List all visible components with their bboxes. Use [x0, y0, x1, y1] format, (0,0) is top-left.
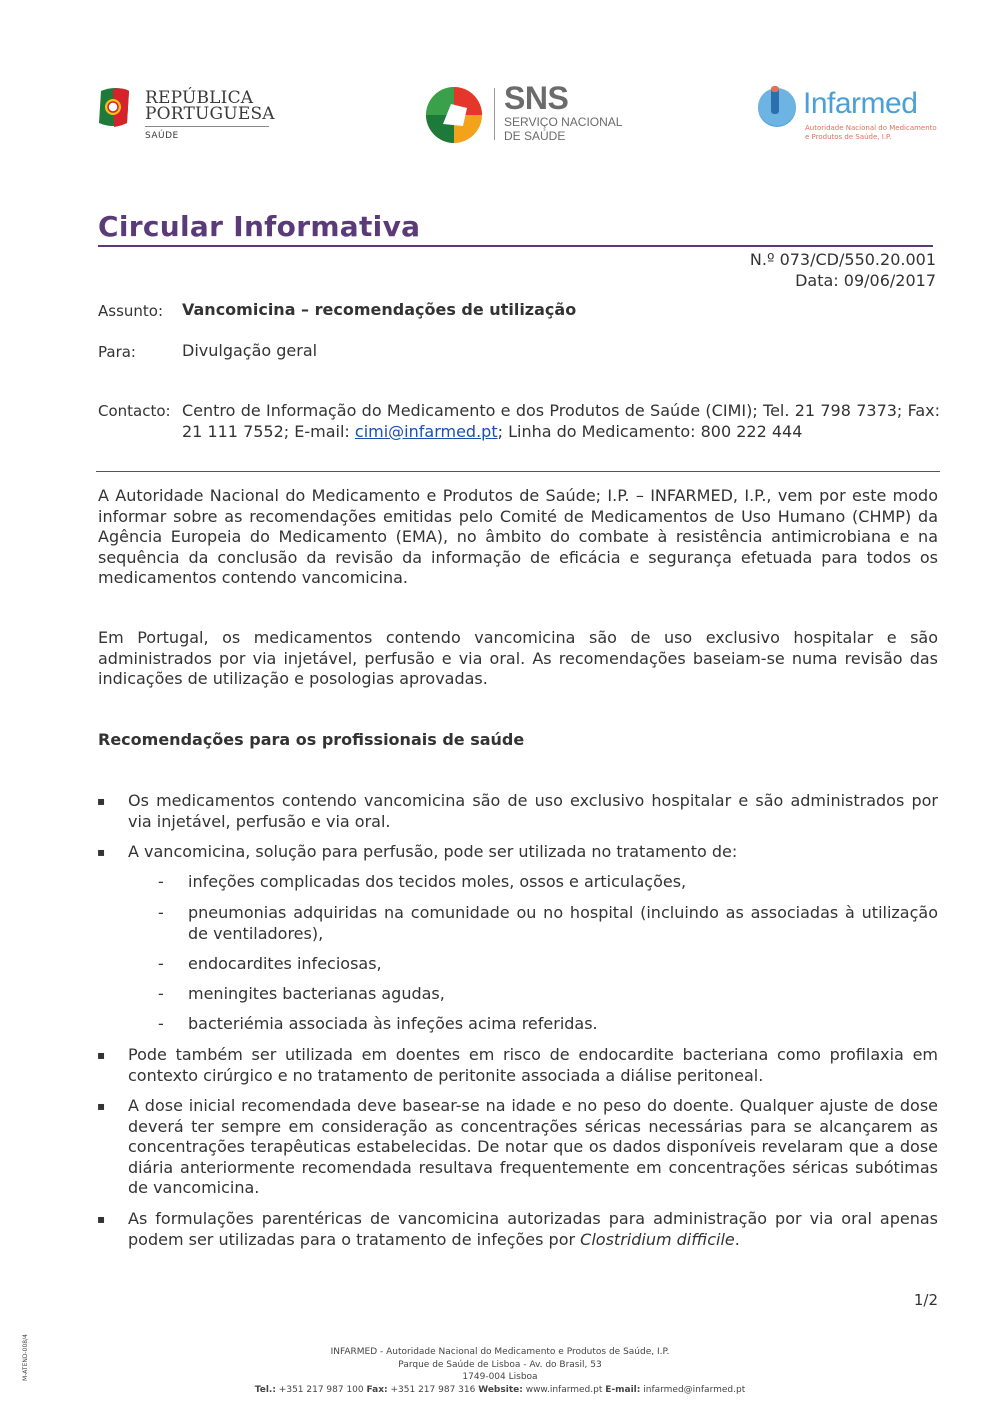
sns-subtitle-2: DE SAÚDE — [504, 129, 566, 143]
bullet-item: Os medicamentos contendo vancomicina são de uso exclusivo hospitalar e são administrados por via injetável, perfusão e via oral. — [128, 791, 938, 831]
para-label: Para: — [98, 343, 136, 361]
dash-marker: - — [158, 954, 164, 973]
dash-marker: - — [158, 872, 164, 891]
bullet-text-post: . — [734, 1229, 740, 1249]
sns-logo-icon — [425, 86, 483, 144]
dash-marker: - — [158, 903, 164, 922]
section-title: Recomendações para os profissionais de saúde — [98, 730, 525, 749]
sns-divider — [494, 88, 495, 140]
bullet-text-pre: As formulações parentéricas de vancomicina autorizadas para administração por via oral apenas podem ser utilizadas para o tratamento de infeções por — [128, 1209, 938, 1249]
infarmed-subtitle-1: Autoridade Nacional do Medicamento — [805, 124, 937, 132]
footer-tel: +351 217 987 100 — [278, 1385, 364, 1395]
dash-marker: - — [158, 1014, 164, 1033]
footer-website[interactable]: www.infarmed.pt — [525, 1385, 603, 1395]
footer-fax-label: Fax: — [366, 1385, 388, 1395]
document-date: Data: 09/06/2017 — [795, 271, 936, 290]
contacto-email-link[interactable]: cimi@infarmed.pt — [354, 421, 498, 441]
republica-portuguesa-emblem-icon — [97, 85, 133, 129]
assunto-label: Assunto: — [98, 302, 164, 320]
bullet-item: A dose inicial recomendada deve basear-se na idade e no peso do doente. Qualquer ajuste de dose deverá ter sempre em consideração as concentrações séricas necessárias para se alcançarem as concentrações terapêuticas estabelecidas. De notar que os dados disponíveis revelaram que a dose diária anteriormente recomendada resultava frequentemente em concentrações séricas subótimas de vancomicina. — [128, 1096, 938, 1197]
title-rule — [98, 245, 933, 247]
page-number: 1/2 — [913, 1291, 938, 1309]
sns-subtitle-1: SERVIÇO NACIONAL — [504, 115, 623, 129]
footer-web-label: Website: — [478, 1385, 523, 1395]
contacto-value — [182, 401, 940, 442]
sub-item: infeções complicadas dos tecidos moles, ossos e articulações, — [188, 872, 687, 891]
footer-email-label: E-mail: — [605, 1385, 641, 1395]
bullet-marker: ▪ — [97, 1048, 106, 1062]
footer-line1: INFARMED - Autoridade Nacional do Medicamento e Produtos de Saúde, I.P. — [330, 1347, 670, 1357]
document-number: N.º 073/CD/550.20.001 — [749, 250, 936, 269]
bullet-text-italic: Clostridium difficile — [580, 1229, 735, 1249]
republica-saude-label: SAÚDE — [145, 131, 179, 141]
infarmed-title: Infarmed — [803, 87, 918, 120]
portugal-paragraph: Em Portugal, os medicamentos contendo vancomicina são de uso exclusivo hospitalar e são administrados por via injetável, perfusão e via oral. As recomendações baseiam-se numa revisão das indicações de utilização e posologias aprovadas. — [98, 628, 938, 688]
side-code-text: M-ATEND-008/4 — [21, 1334, 29, 1381]
sub-item: pneumonias adquiridas na comunidade ou no hospital (incluindo as associadas à utilização de ventiladores), — [188, 903, 938, 943]
dash-marker: - — [158, 984, 164, 1003]
contacto-text-pre: Centro de Informação do Medicamento e dos Produtos de Saúde (CIMI); Tel. 21 798 7373; Fax: 21 111 7552; E-mail: — [182, 401, 940, 441]
footer-email[interactable]: infarmed@infarmed.pt — [643, 1385, 746, 1395]
intro-paragraph: A Autoridade Nacional do Medicamento e Produtos de Saúde; I.P. – INFARMED, I.P., vem por este modo informar sobre as recomendações emitidas pelo Comité de Medicamentos de Uso Humano (CHMP) da Agência Europeia do Medicamento (EMA), no âmbito do combate à resistência antimicrobiana e na sequência da conclusão da revisão da informação de eficácia e segurança efetuada para todos os medicamentos contendo vancomicina. — [98, 486, 938, 587]
republica-divider — [145, 126, 269, 127]
document-title: Circular Informativa — [98, 210, 421, 243]
bullet-item: Pode também ser utilizada em doentes em risco de endocardite bacteriana como profilaxia em contexto cirúrgico e no tratamento de peritonite associada a diálise peritoneal. — [128, 1045, 938, 1085]
footer-tel-label: Tel.: — [254, 1385, 276, 1395]
republica-line2: PORTUGUESA — [145, 104, 275, 124]
sns-title: SNS — [504, 80, 569, 116]
bullet-marker: ▪ — [97, 794, 106, 808]
footer-line2: Parque de Saúde de Lisboa - Av. do Brasil, 53 — [398, 1360, 602, 1370]
bullet-marker: ▪ — [97, 1212, 106, 1226]
footer-fax: +351 217 987 316 — [390, 1385, 476, 1395]
republica-line1: REPÚBLICA — [145, 88, 254, 108]
contacto-label: Contacto: — [98, 402, 171, 420]
sub-item: bacteriémia associada às infeções acima referidas. — [188, 1014, 598, 1033]
bullet-marker: ▪ — [97, 1099, 106, 1113]
sub-item: endocardites infeciosas, — [188, 954, 382, 973]
footer-contacts — [0, 1385, 1000, 1395]
assunto-value: Vancomicina – recomendações de utilização — [182, 300, 577, 319]
bullet-item — [128, 1209, 938, 1250]
sub-item: meningites bacterianas agudas, — [188, 984, 445, 1003]
bullet-marker: ▪ — [97, 845, 106, 859]
bullet-item: A vancomicina, solução para perfusão, pode ser utilizada no tratamento de: — [128, 842, 738, 861]
contacto-text-post: ; Linha do Medicamento: 800 222 444 — [497, 421, 803, 441]
contacto-rule — [96, 471, 940, 472]
para-value: Divulgação geral — [182, 341, 318, 360]
infarmed-subtitle-2: e Produtos de Saúde, I.P. — [805, 133, 892, 141]
footer-line3: 1749-004 Lisboa — [462, 1372, 538, 1382]
infarmed-logo-icon — [756, 86, 798, 128]
